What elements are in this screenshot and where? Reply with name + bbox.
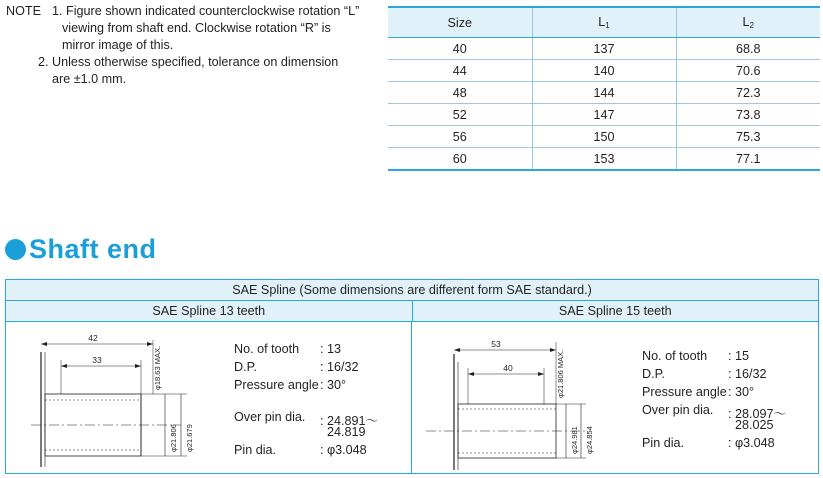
table-row [388, 82, 820, 104]
spec-pin-label: Pin dia. [642, 436, 685, 450]
cell-size: 44 [388, 60, 532, 82]
header-size: Size [388, 7, 532, 38]
cell-l2: 70.6 [676, 60, 820, 82]
table-row [388, 148, 820, 171]
cell-l2: 68.8 [676, 38, 820, 60]
note-label: NOTE [6, 4, 41, 18]
spec-dp-label: D.P. [234, 360, 257, 374]
cell-size: 56 [388, 126, 532, 148]
spline-13-drawing [31, 332, 211, 472]
cell-l1: 147 [532, 104, 676, 126]
spec-tooth-value: : 13 [320, 342, 342, 356]
spec-pressure-value: : 30° [728, 385, 755, 399]
dim-pin-dia-b: φ24.854 [585, 426, 594, 454]
cell-size: 60 [388, 148, 532, 171]
cell-l1: 140 [532, 60, 676, 82]
cell-l1: 137 [532, 38, 676, 60]
spec-pin-label: Pin dia. [234, 443, 277, 457]
spline-15-heading: SAE Spline 15 teeth [412, 301, 819, 321]
dim-pin-dia-a: φ21.806 [169, 424, 178, 452]
cell-l2: 75.3 [676, 126, 820, 148]
table-row [388, 38, 820, 60]
cell-size: 40 [388, 38, 532, 60]
cell-size: 52 [388, 104, 532, 126]
bullet-dot-icon [5, 239, 26, 260]
dim-max-dia: φ21.806 MAX. [556, 349, 565, 398]
spec-over-pin-value: : 24.891～ [320, 414, 379, 428]
spec-pressure-label: Pressure angle [234, 378, 319, 392]
spec-tooth-label: No. of tooth [642, 349, 708, 363]
cell-l1: 144 [532, 82, 676, 104]
size-table-header [388, 7, 820, 38]
spec-over-pin-value-2: 28.025 [735, 418, 774, 432]
spec-dp-value: : 16/32 [320, 360, 359, 374]
table-row [388, 126, 820, 148]
spec-dp-label: D.P. [642, 367, 665, 381]
dim-pin-dia-b: φ21.679 [185, 424, 194, 452]
cell-l2: 72.3 [676, 82, 820, 104]
spec-dp-value: : 16/32 [728, 367, 767, 381]
dim-spline-length: 33 [92, 355, 102, 365]
note-1-line-2: viewing from shaft end. Clockwise rotation “R” is [62, 21, 331, 35]
cell-l1: 153 [532, 148, 676, 171]
dim-pin-dia-a: φ24.981 [570, 426, 579, 454]
dim-spline-length: 40 [503, 363, 513, 373]
cell-l2: 77.1 [676, 148, 820, 171]
spline-13-specs [234, 342, 404, 462]
spec-over-pin-value: : 28.097～ [728, 407, 787, 421]
panel-divider [411, 321, 412, 473]
note-1-line-3: mirror image of this. [62, 38, 174, 52]
header-l2: $L_2$ [676, 7, 820, 38]
cell-l2: 73.8 [676, 104, 820, 126]
spline-15-drawing [426, 332, 616, 472]
section-title: Shaft end [29, 234, 157, 264]
spec-over-pin-label: Over pin dia. [642, 403, 714, 417]
section-heading [5, 234, 157, 265]
spec-tooth-label: No. of tooth [234, 342, 300, 356]
spec-over-pin-label: Over pin dia. [234, 410, 306, 424]
size-table [388, 6, 820, 171]
note-1-line-1: 1. Figure shown indicated counterclockwise rotation “L” [52, 4, 360, 18]
spec-over-pin-value-2: 24.819 [327, 425, 366, 439]
spec-pressure-value: : 30° [320, 378, 347, 392]
notes-block [6, 3, 378, 88]
dim-overall-length: 53 [491, 339, 501, 349]
table-row [388, 60, 820, 82]
spline-subheadings [6, 301, 818, 322]
spec-pin-value: : φ3.048 [320, 443, 367, 457]
spec-tooth-value: : 15 [728, 349, 750, 363]
spline-15-specs [642, 349, 812, 459]
table-row [388, 104, 820, 126]
dim-overall-length: 42 [88, 333, 98, 343]
spline-13-heading: SAE Spline 13 teeth [152, 304, 266, 318]
note-2-line-1: 2. Unless otherwise specified, tolerance on dimension [38, 55, 339, 69]
cell-size: 48 [388, 82, 532, 104]
header-l1: $L_1$ [532, 7, 676, 38]
note-2-line-2: are ±1.0 mm. [52, 72, 127, 86]
spec-pressure-label: Pressure angle [642, 385, 727, 399]
cell-l1: 150 [532, 126, 676, 148]
spec-pin-value: : φ3.048 [728, 436, 775, 450]
dim-max-dia: φ18.63 MAX. [153, 345, 162, 390]
spline-panel [5, 279, 819, 474]
spline-panel-title: SAE Spline (Some dimensions are different form SAE standard.) [6, 280, 818, 301]
